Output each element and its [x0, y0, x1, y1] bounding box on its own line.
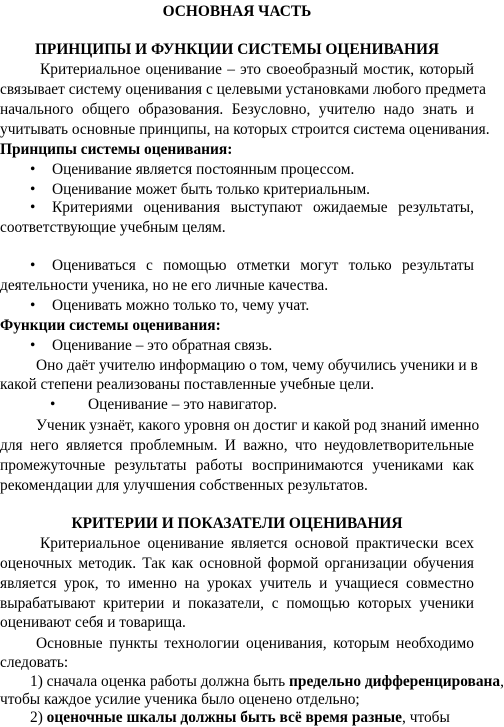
bullet-icon: • [50, 396, 56, 413]
bullet-icon: • [30, 161, 36, 178]
bullet-icon: • [30, 181, 36, 198]
bullet-icon: • [30, 199, 36, 216]
criteria-line-3: является урок, то именно на уроках учитель и учащиеся совместно [0, 575, 474, 592]
principle-3: • Критериями оценивания выступают ожидаемые результаты, [30, 199, 474, 216]
function-2-text-3: промежуточные результаты работы воспринимаются учениками как [0, 457, 474, 474]
bullet-icon: • [30, 297, 36, 314]
principle-3-cont: соответствующие учебным целям. [0, 219, 226, 236]
steps-intro-line-1: Основные пункты технологии оценивания, которым необходимо [36, 635, 474, 652]
principle-1: • Оценивание является постоянным процессом. [30, 161, 355, 178]
function-2-text-2: для него является проблемным. И важно, что неудовлетворительные [0, 437, 474, 454]
step-1-cont: чтобы каждое усилие ученика было оценено отдельно; [0, 691, 360, 708]
section-heading-principles: ПРИНЦИПЫ И ФУНКЦИИ СИСТЕМЫ ОЦЕНИВАНИЯ [34, 41, 440, 58]
function-1: • Оценивание – это обратная связь. [30, 337, 273, 354]
step-1: 1) сначала оценка работы должна быть предельно дифференцирована, [30, 673, 504, 690]
intro-line-3: начального общего образования. Безусловно, учителю надо знать и [0, 101, 474, 118]
principles-heading: Принципы системы оценивания: [0, 141, 233, 158]
principle-4-cont: деятельности ученика, но не его личные качества. [0, 277, 329, 294]
bullet-icon: • [30, 337, 36, 354]
steps-intro-line-2: следовать: [0, 654, 69, 671]
bullet-icon: • [30, 257, 36, 274]
intro-line-4: учитывать основные принципы, на которых строится система оценивания. [0, 121, 490, 138]
function-2: • Оценивание – это навигатор. [50, 396, 277, 413]
criteria-line-2: оценочных методик. Так как основной формой организации обучения [0, 555, 474, 572]
step-2: 2) оценочные шкалы должны быть всё время разные, чтобы [30, 709, 450, 726]
intro-line-2: связывает систему оценивания с целевыми установками любого предмета [0, 81, 486, 98]
criteria-line-4: вырабатывают критерии и показатели, с помощью которых ученики [0, 595, 474, 612]
principle-5: • Оценивать можно только то, чему учат. [30, 297, 310, 314]
criteria-line-5: оценивают себя и товарища. [0, 614, 186, 631]
functions-heading: Функции системы оценивания: [0, 317, 221, 334]
section-heading-criteria: КРИТЕРИИ И ПОКАЗАТЕЛИ ОЦЕНИВАНИЯ [71, 515, 403, 532]
page-title: ОСНОВНАЯ ЧАСТЬ [162, 3, 312, 20]
function-2-text-1: Ученик узнаёт, какого уровня он достиг и какой род знаний именно [36, 417, 480, 434]
function-1-text-2: какой степени реализованы поставленные учебные цели. [0, 376, 375, 393]
principle-4: • Оцениваться с помощью отметки могут только результаты [30, 257, 474, 274]
intro-line-1: Критериальное оценивание – это своеобразный мостик, который [40, 61, 474, 78]
criteria-line-1: Критериальное оценивание является основой практически всех [40, 535, 474, 552]
principle-2: • Оценивание может быть только критериальным. [30, 181, 371, 198]
function-2-text-4: рекомендации для улучшения собственных результатов. [0, 477, 368, 494]
function-1-text-1: Оно даёт учителю информацию о том, чему обучились ученики и в [36, 357, 478, 374]
